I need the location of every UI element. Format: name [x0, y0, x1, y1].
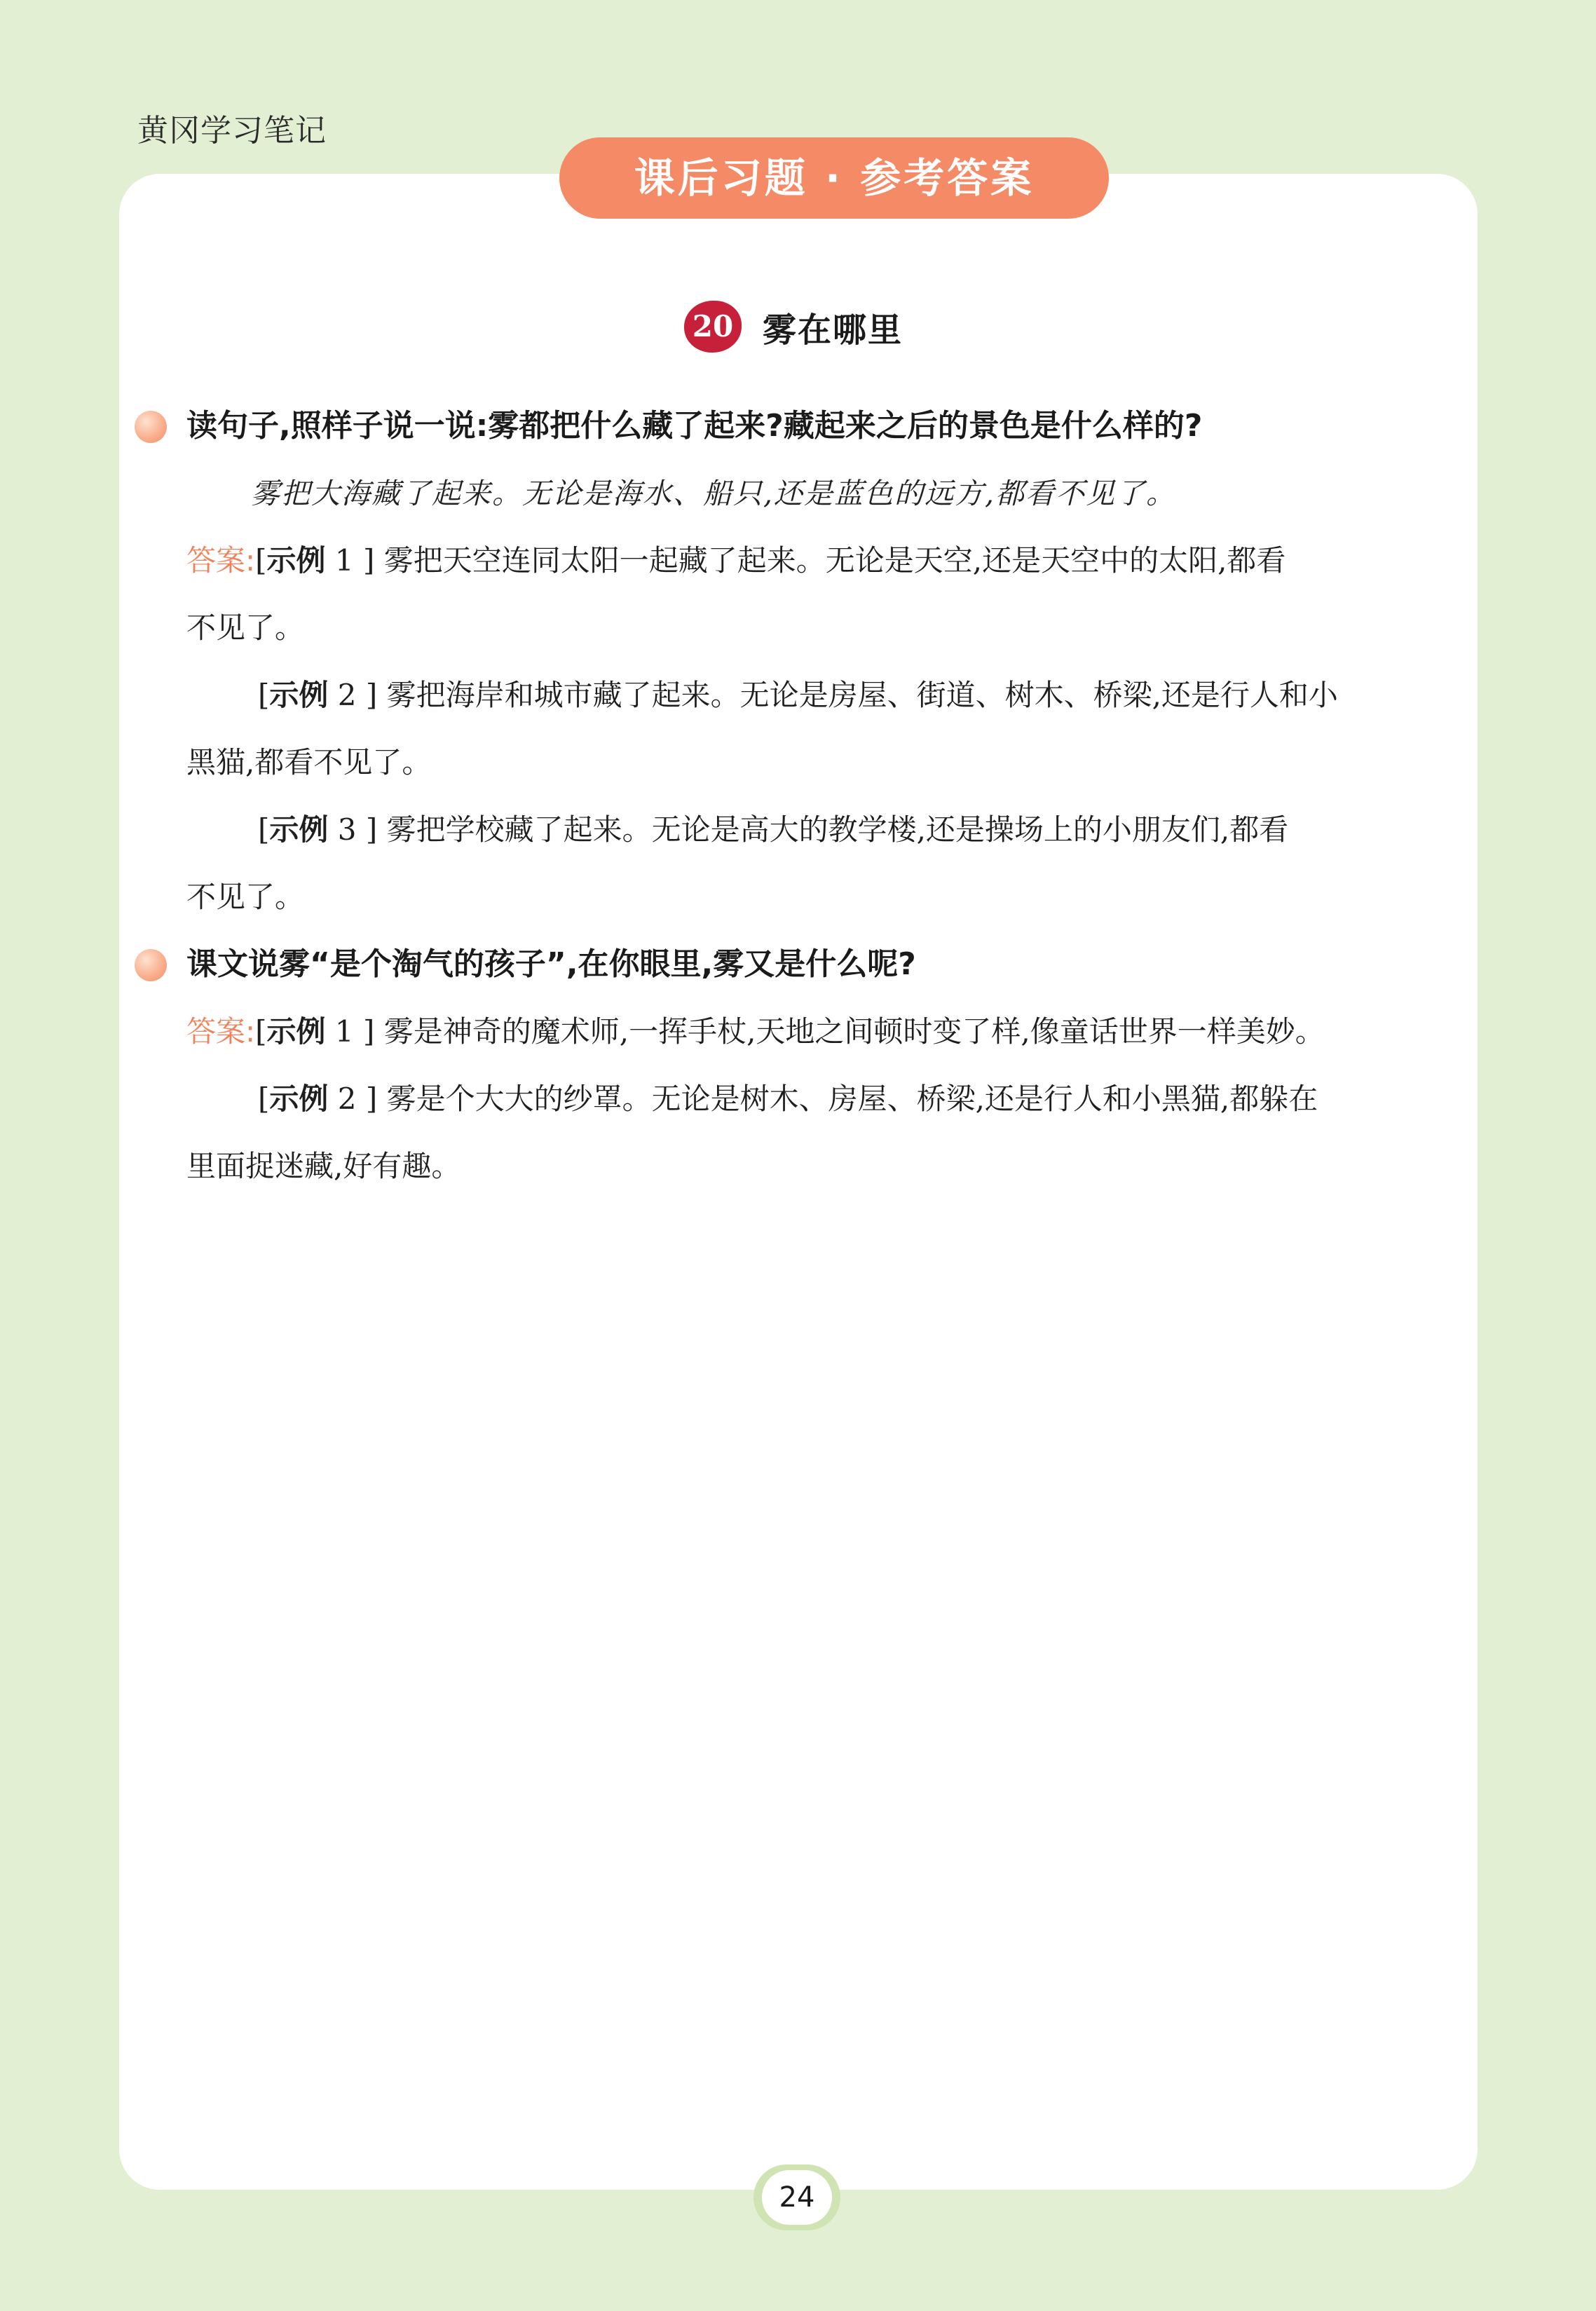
book-name: 黄冈学习笔记 — [137, 113, 327, 149]
answer-text: 雾把天空连同太阳一起藏了起来。无论是天空,还是天空中的太阳,都看 — [374, 543, 1286, 578]
page-number: 24 — [762, 2170, 832, 2225]
answer-text: 雾是个大大的纱罩。无论是树木、房屋、桥梁,还是行人和小黑猫,都躲在 — [377, 1082, 1318, 1116]
answer-text: 雾把海岸和城市藏了起来。无论是房屋、街道、树木、桥梁,还是行人和小 — [377, 678, 1338, 712]
lesson-heading — [684, 299, 903, 355]
answer-line — [133, 527, 1462, 594]
example-tag: [示例 2 ] — [258, 1082, 378, 1116]
answer-line-continued: 黑猫,都看不见了。 — [186, 745, 432, 779]
lesson-number-badge: 20 — [684, 301, 742, 353]
section-banner: 课后习题 · 参考答案 — [559, 137, 1109, 219]
answer-line-continued: 不见了。 — [186, 611, 305, 645]
answer-label: 答案: — [186, 543, 256, 578]
example-tag: [示例 1 ] — [255, 543, 375, 578]
page-number-badge — [753, 2165, 840, 2230]
example-tag: [示例 2 ] — [258, 678, 378, 712]
example-tag: [示例 1 ] — [255, 1014, 375, 1049]
exercise-content — [133, 393, 1462, 1200]
question-text: 课文说雾“是个淘气的孩子”,在你眼里,雾又是什么呢? — [186, 946, 916, 982]
bullet-dot-icon — [135, 949, 167, 981]
question-text: 读句子,照样子说一说:雾都把什么藏了起来?藏起来之后的景色是什么样的? — [186, 408, 1203, 444]
answer-line-continued: 不见了。 — [186, 880, 305, 914]
question-1 — [133, 393, 1462, 460]
question-2 — [133, 931, 1462, 998]
example-sentence: 雾把大海藏了起来。无论是海水、船只,还是蓝色的远方,都看不见了。 — [251, 477, 1177, 510]
answer-line-continued: 里面捉迷藏,好有趣。 — [186, 1149, 461, 1183]
answer-text: 雾把学校藏了起来。无论是高大的教学楼,还是操场上的小朋友们,都看 — [377, 812, 1289, 847]
example-tag: [示例 3 ] — [258, 812, 378, 847]
answer-line — [133, 796, 1462, 864]
answer-line — [133, 1065, 1462, 1133]
bullet-dot-icon — [135, 411, 167, 443]
answer-label: 答案: — [186, 1014, 256, 1049]
answer-text: 雾是神奇的魔术师,一挥手杖,天地之间顿时变了样,像童话世界一样美妙。 — [374, 1014, 1325, 1049]
answer-line — [133, 662, 1462, 729]
answer-line — [133, 998, 1462, 1065]
lesson-title: 雾在哪里 — [763, 310, 903, 350]
